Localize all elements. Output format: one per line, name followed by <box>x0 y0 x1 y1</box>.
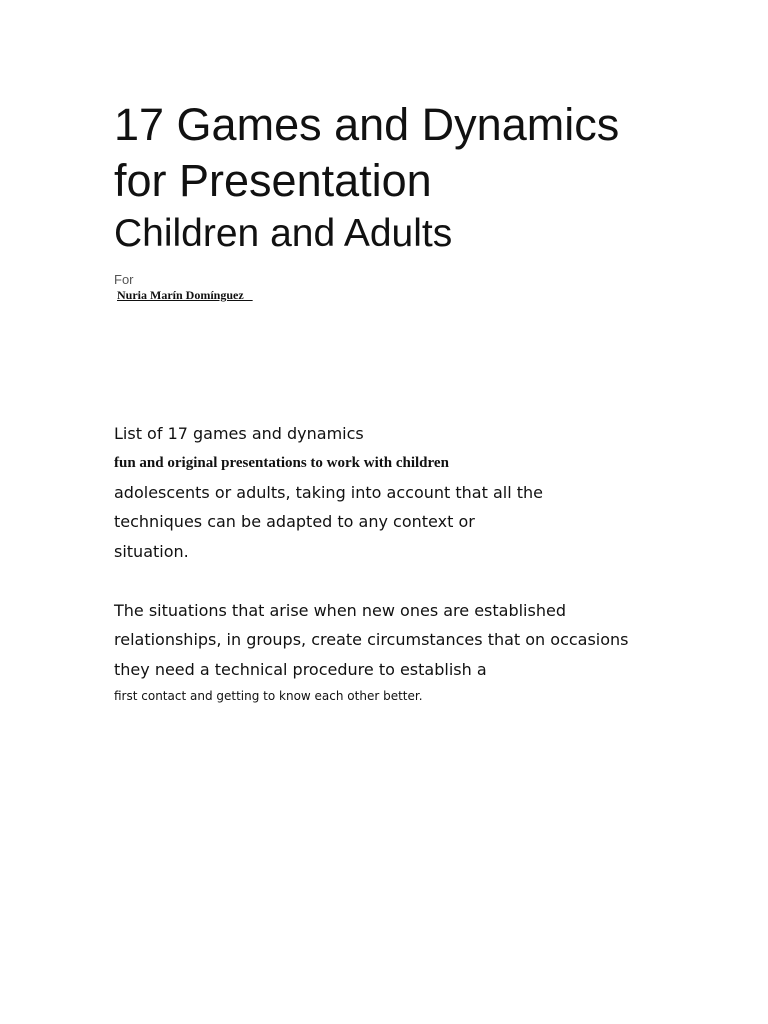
author-name: Nuria Marín Domínguez <box>117 288 253 302</box>
by-label: For <box>114 272 134 287</box>
paragraph-2-line-4-small: first contact and getting to know each other better. <box>114 689 423 703</box>
paragraph-2-line-3: they need a technical procedure to establish a <box>114 660 487 679</box>
intro-line-1: List of 17 games and dynamics <box>114 424 364 443</box>
intro-line-4: techniques can be adapted to any context or <box>114 512 475 531</box>
document-subtitle: Children and Adults <box>114 212 453 255</box>
intro-line-3: adolescents or adults, taking into account that all the <box>114 483 543 502</box>
document-title-line-2: for Presentation <box>114 155 432 206</box>
intro-line-2-bold: fun and original presentations to work with children <box>114 455 449 471</box>
intro-line-5: situation. <box>114 542 189 561</box>
paragraph-2-line-1: The situations that arise when new ones are established <box>114 601 566 620</box>
paragraph-2-line-2: relationships, in groups, create circumstances that on occasions <box>114 630 629 649</box>
document-title-line-1: 17 Games and Dynamics <box>114 99 620 150</box>
